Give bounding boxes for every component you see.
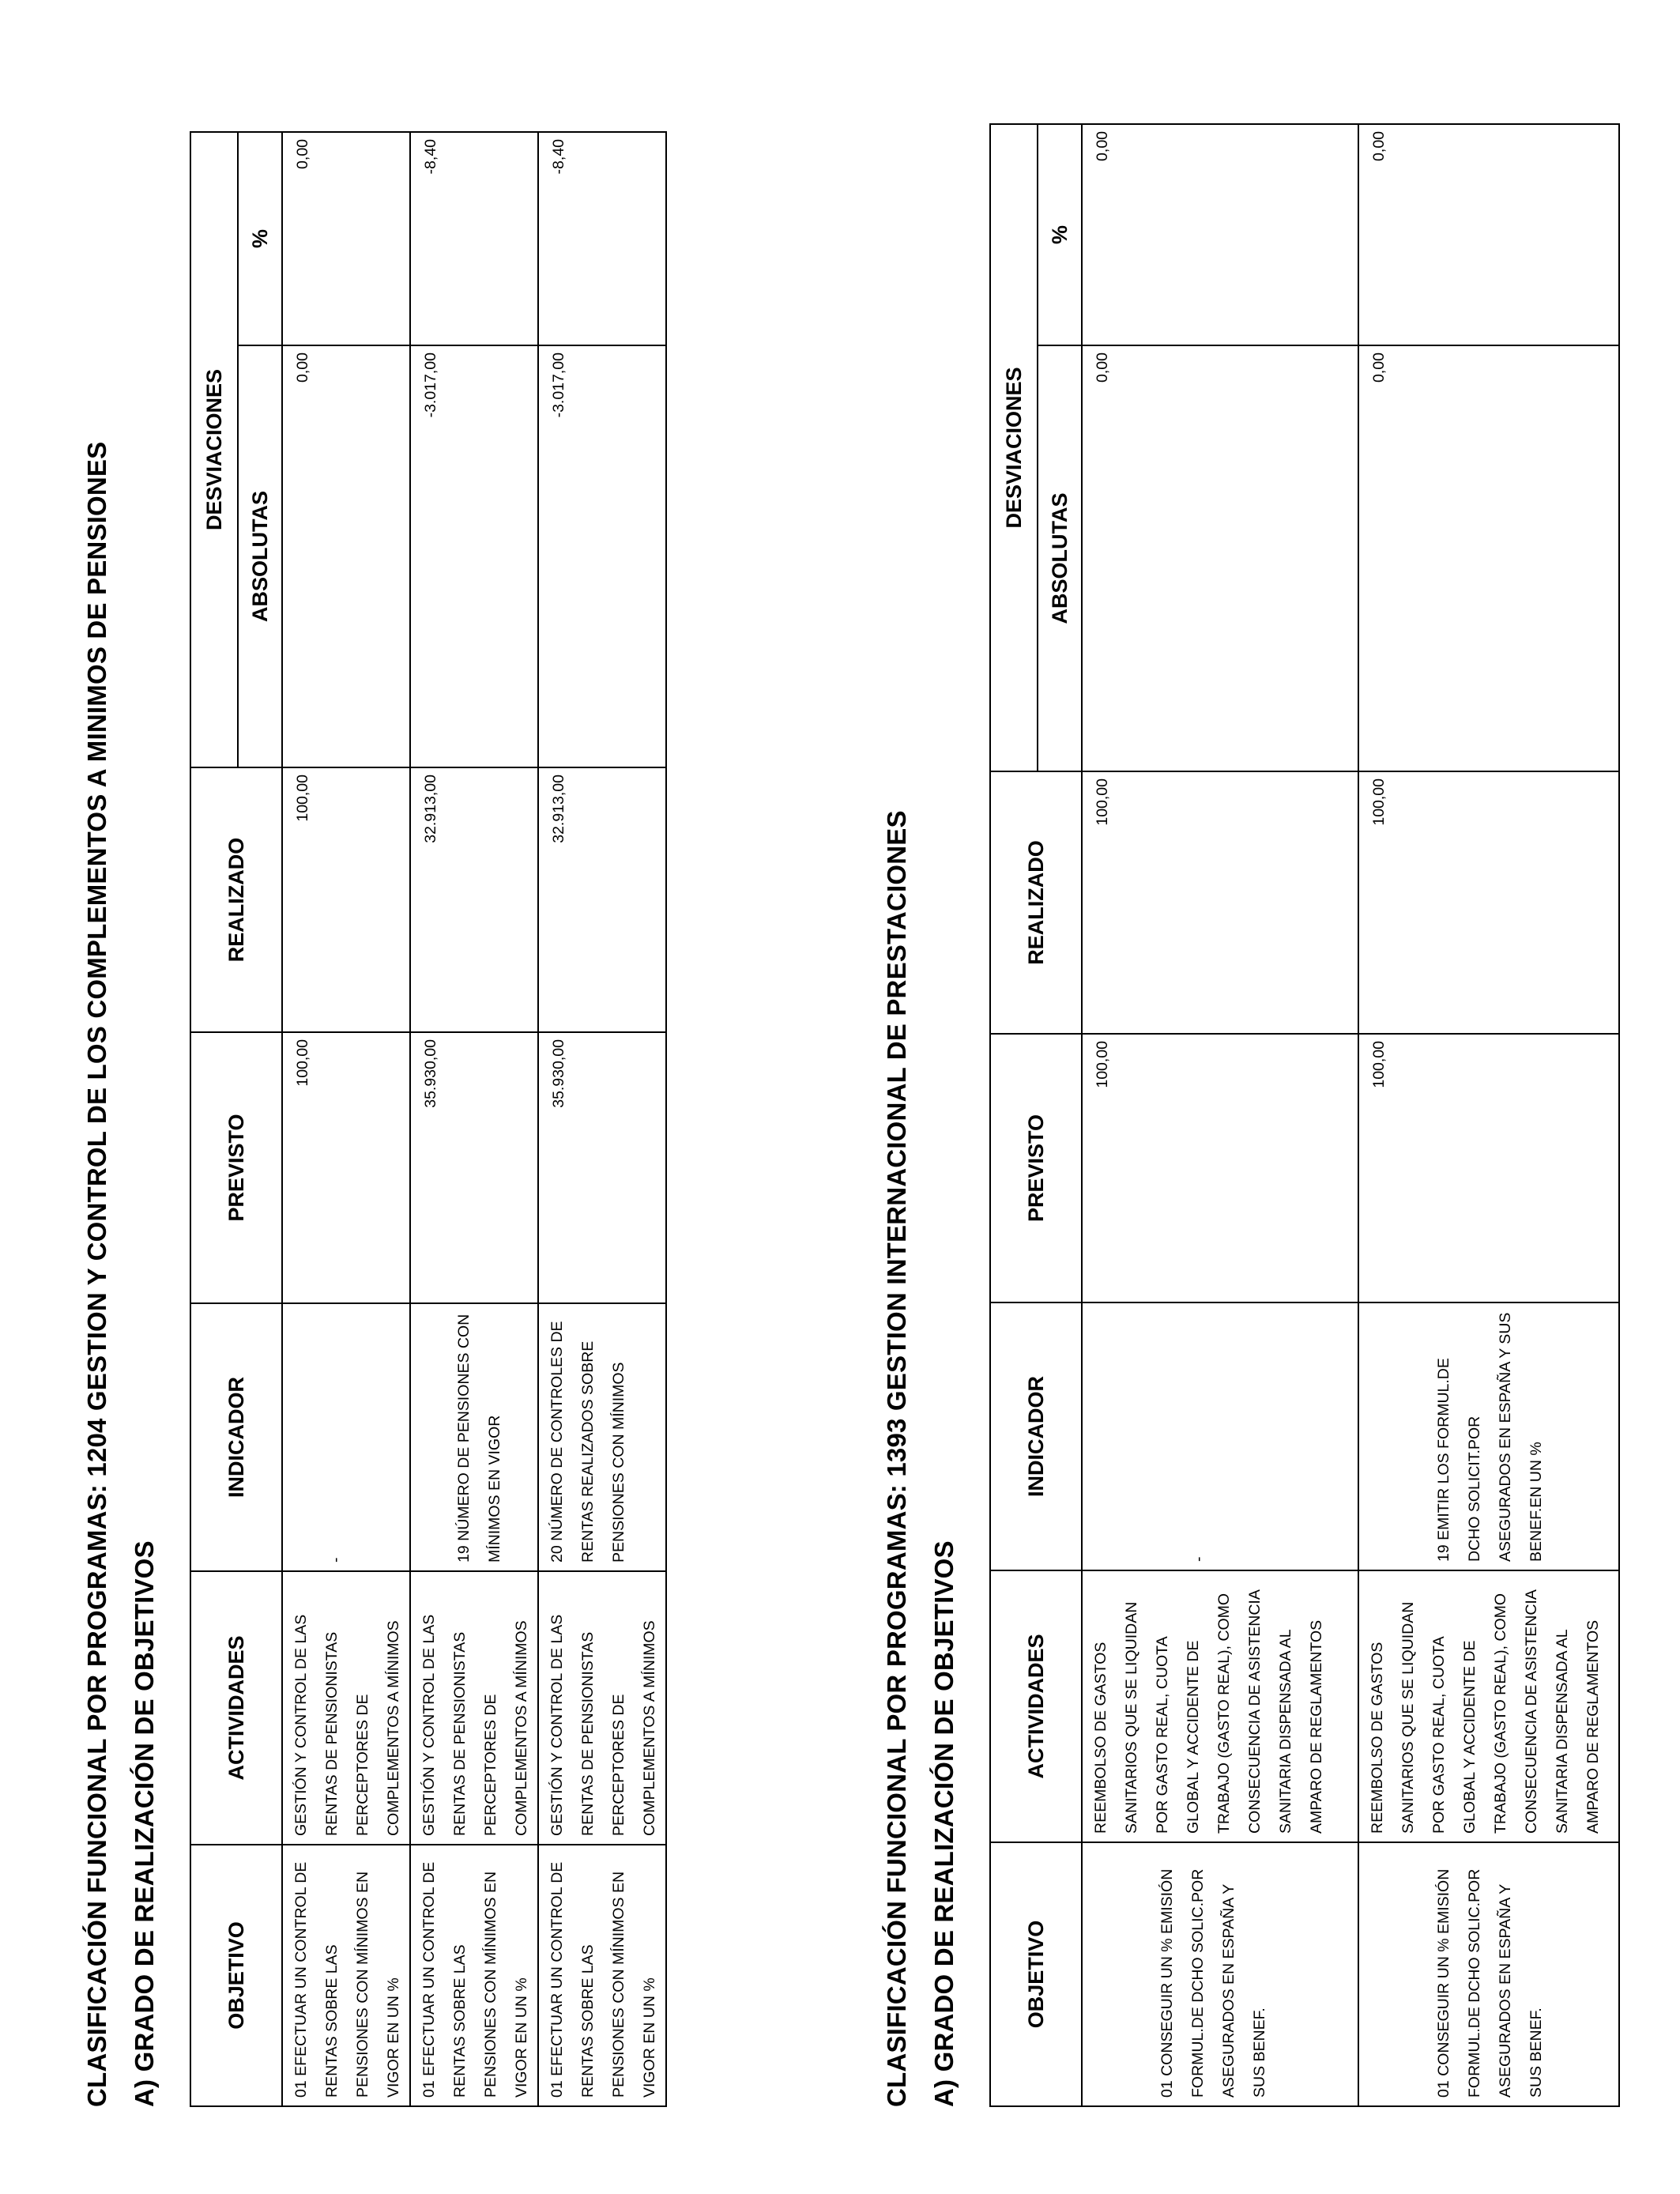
table-row: [282, 132, 410, 2106]
indicador-cell: 20 NÚMERO DE CONTROLES DE RENTAS REALIZADOS SOBRE PENSIONES CON MÍNIMOS: [548, 1321, 627, 1563]
header-indicador: INDICADOR: [990, 1302, 1082, 1570]
header-desviaciones: DESVIACIONES: [990, 124, 1038, 771]
objetivo-cell: 01 EFECTUAR UN CONTROL DE RENTAS SOBRE LAS PENSIONES CON MÍNIMOS EN VIGOR EN UN %: [420, 1861, 530, 2098]
absolutas-cell: -3.017,00: [550, 352, 567, 418]
objetivo-cell: 01 EFECTUAR UN CONTROL DE RENTAS SOBRE LAS PENSIONES CON MÍNIMOS EN VIGOR EN UN %: [548, 1861, 658, 2098]
section-title: CLASIFICACIÓN FUNCIONAL POR PROGRAMAS: 1393 GESTION INTERNACIONAL DE PRESTACIONES: [882, 810, 911, 2107]
indicador-cell: 19 NÚMERO DE PENSIONES CON MÍNIMOS EN VIGOR: [455, 1314, 503, 1563]
header-realizado: REALIZADO: [190, 767, 282, 1032]
porcentaje-cell: 0,00: [1370, 130, 1388, 161]
header-realizado: REALIZADO: [990, 771, 1082, 1034]
actividades-cell: GESTIÓN Y CONTROL DE LAS RENTAS DE PENSIONISTAS PERCEPTORES DE COMPLEMENTOS A MÍNIMOS: [548, 1614, 658, 1836]
section-subtitle: A) GRADO DE REALIZACIÓN DE OBJETIVOS: [130, 1540, 159, 2107]
table-row: [1082, 124, 1358, 2106]
previsto-cell: 100,00: [1094, 1041, 1111, 1088]
indicador-cell: -: [1190, 1556, 1207, 1562]
realizado-cell: 100,00: [294, 775, 311, 822]
header-absolutas: ABSOLUTAS: [1038, 345, 1082, 771]
porcentaje-cell: -8,40: [550, 138, 567, 175]
previsto-cell: 100,00: [1370, 1041, 1388, 1088]
objectives-table: [989, 123, 1620, 2107]
actividades-cell: REEMBOLSO DE GASTOS SANITARIOS QUE SE LIQUIDAN POR GASTO REAL, CUOTA GLOBAL Y ACCIDENTE DE TRABAJO (GASTO REAL), COMO CONSECUENCIA DE ASISTENCIA SANITARIA DISPENSADA AL AMPARO DE REGLAMENTOS: [1092, 1590, 1325, 1834]
realizado-cell: 32.913,00: [422, 775, 439, 843]
realizado-cell: 100,00: [1094, 778, 1111, 826]
header-desviaciones: DESVIACIONES: [190, 132, 238, 767]
previsto-cell: 100,00: [294, 1039, 311, 1087]
previsto-cell: 35.930,00: [422, 1039, 439, 1108]
absolutas-cell: -3.017,00: [422, 352, 439, 418]
actividades-cell: GESTIÓN Y CONTROL DE LAS RENTAS DE PENSIONISTAS PERCEPTORES DE COMPLEMENTOS A MÍNIMOS: [292, 1614, 402, 1836]
actividades-cell: GESTIÓN Y CONTROL DE LAS RENTAS DE PENSIONISTAS PERCEPTORES DE COMPLEMENTOS A MÍNIMOS: [420, 1614, 530, 1836]
objetivo-cell: 01 CONSEGUIR UN % EMISIÓN FORMUL.DE DCHO SOLIC.POR ASEGURADOS EN ESPAÑA Y SUS BENEF.: [1435, 1868, 1545, 2098]
previsto-cell: 35.930,00: [550, 1039, 567, 1108]
absolutas-cell: 0,00: [1370, 352, 1388, 383]
header-objetivo: OBJETIVO: [990, 1842, 1082, 2106]
absolutas-cell: 0,00: [1094, 352, 1111, 383]
table-row: [410, 132, 538, 2106]
table-row: [538, 132, 666, 2106]
header-actividades: ACTIVIDADES: [190, 1571, 282, 1845]
absolutas-cell: 0,00: [294, 352, 311, 383]
header-porcentaje: %: [1038, 124, 1082, 345]
header-porcentaje: %: [238, 132, 282, 345]
objetivo-cell: 01 CONSEGUIR UN % EMISIÓN FORMUL.DE DCHO SOLIC.POR ASEGURADOS EN ESPAÑA Y SUS BENEF.: [1158, 1868, 1268, 2098]
section-title: CLASIFICACIÓN FUNCIONAL POR PROGRAMAS: 1204 GESTION Y CONTROL DE LOS COMPLEMENTOS A MINIMOS DE PENSIONES: [82, 441, 111, 2107]
header-indicador: INDICADOR: [190, 1303, 282, 1571]
section-subtitle: A) GRADO DE REALIZACIÓN DE OBJETIVOS: [929, 1540, 959, 2107]
porcentaje-cell: -8,40: [422, 138, 439, 175]
header-previsto: PREVISTO: [990, 1034, 1082, 1302]
header-actividades: ACTIVIDADES: [990, 1570, 1082, 1842]
objetivo-cell: 01 EFECTUAR UN CONTROL DE RENTAS SOBRE LAS PENSIONES CON MÍNIMOS EN VIGOR EN UN %: [292, 1861, 402, 2098]
indicador-cell: -: [327, 1557, 345, 1563]
table-row: [1358, 124, 1619, 2106]
actividades-cell: REEMBOLSO DE GASTOS SANITARIOS QUE SE LIQUIDAN POR GASTO REAL, CUOTA GLOBAL Y ACCIDENTE DE TRABAJO (GASTO REAL), COMO CONSECUENCIA DE ASISTENCIA SANITARIA DISPENSADA AL AMPARO DE REGLAMENTOS: [1369, 1590, 1602, 1834]
realizado-cell: 32.913,00: [550, 775, 567, 843]
header-objetivo: OBJETIVO: [190, 1845, 282, 2106]
porcentaje-cell: 0,00: [1094, 130, 1111, 161]
porcentaje-cell: 0,00: [294, 138, 311, 169]
header-previsto: PREVISTO: [190, 1032, 282, 1303]
objectives-table: [190, 131, 667, 2107]
realizado-cell: 100,00: [1370, 778, 1388, 826]
header-absolutas: ABSOLUTAS: [238, 345, 282, 767]
indicador-cell: 19 EMITIR LOS FORMUL.DE DCHO SOLICIT.POR ASEGURADOS EN ESPAÑA Y SUS BENEF.EN UN %: [1435, 1312, 1545, 1562]
